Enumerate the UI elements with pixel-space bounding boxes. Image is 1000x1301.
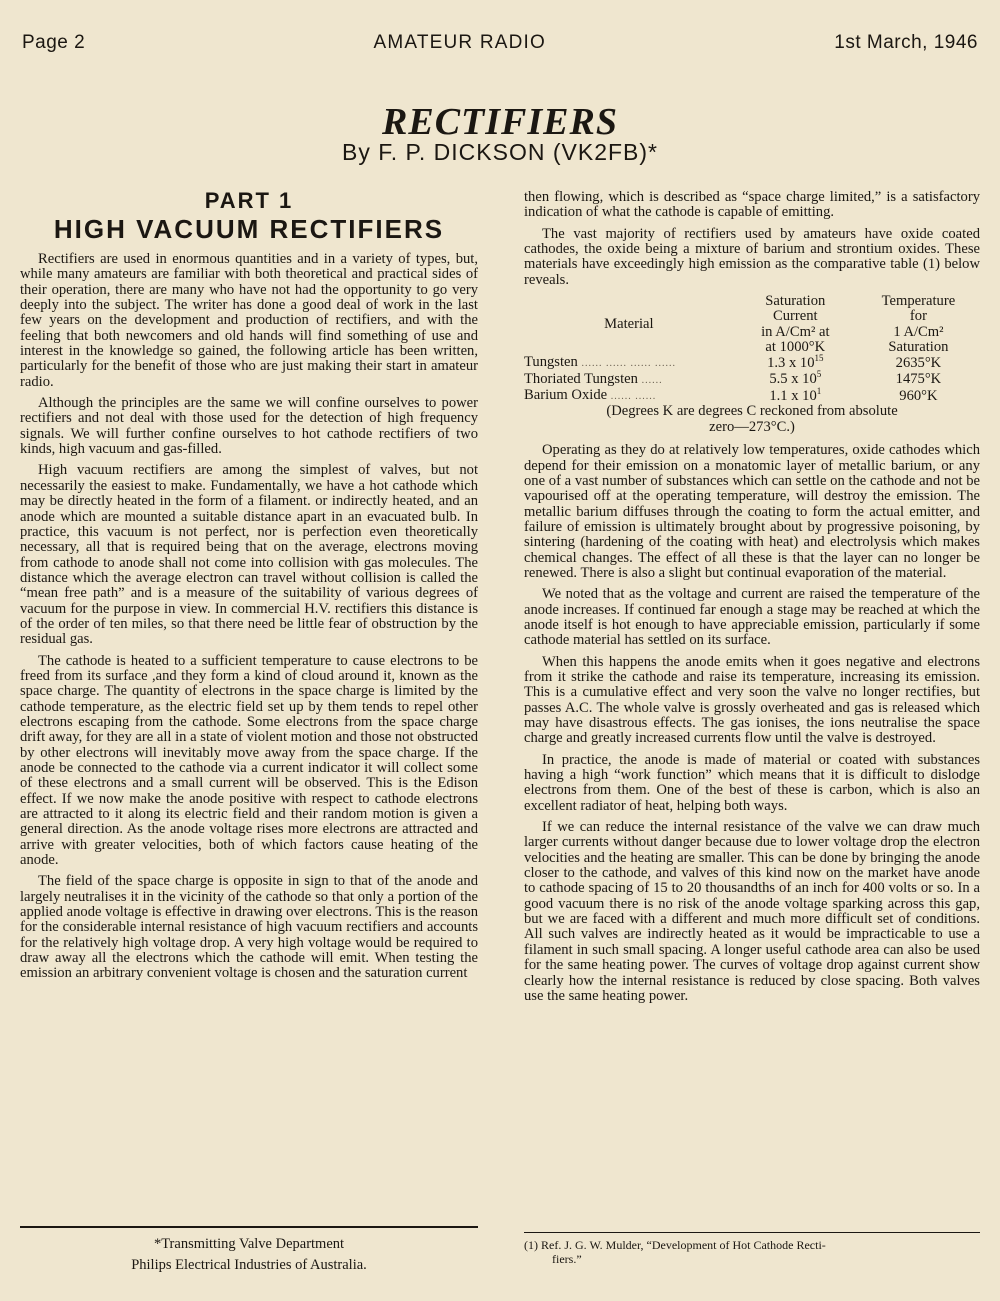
- right-column: [524, 190, 980, 1010]
- paragraph: then flowing, which is described as “space charge limited,” is a satisfactory indication of what the cathode is capable of emitting.: [524, 189, 980, 221]
- footnote-rule: [524, 1232, 980, 1233]
- table-header-material: Material: [604, 316, 654, 333]
- footnote-line: fiers.”: [552, 1252, 582, 1266]
- material-name: Tungsten: [524, 354, 578, 371]
- section-heading: HIGH VACUUM RECTIFIERS: [53, 214, 445, 244]
- header-line: in A/Cm² at: [761, 323, 830, 340]
- header-line: Saturation: [765, 293, 826, 310]
- temperature-value: 1475°K: [895, 371, 942, 388]
- table-row: [524, 372, 980, 388]
- paragraph: If we can reduce the internal resistance of the valve we can draw much larger currents without danger because due to lower voltage drop the electron velocities and the heating are smaller. This can be done by bringing the anode closer to the cathode, and valves of this kind now on the market have anode to cathode spacing of 15 to 20 thousandths of an inch for 400 volts or so. In a good vacuum there is no risk of the anode voltage sparking across this gap, but we are faced with a different and much more difficult set of conditions. All such valves are indirectly heated as it would be impracticable to use a filament in such small spacing. A longer useful cathode area can also be used for the same heating power. The curves of voltage drop against current show clearly how the internal resistance is reduced by close spacing. Both valves use the same heating power.: [524, 819, 980, 1004]
- reference-footnote: [524, 1238, 980, 1266]
- issue-date: 1st March, 1946: [834, 32, 978, 53]
- material-name: Thoriated Tungsten: [524, 370, 638, 387]
- leader-dots: ......: [641, 374, 663, 386]
- article-byline: By F. P. DICKSON (VK2FB)*: [342, 139, 658, 165]
- header-line: Current: [773, 308, 818, 325]
- temperature-value: 960°K: [899, 387, 938, 404]
- header-line: at 1000°K: [765, 339, 826, 356]
- paragraph: When this happens the anode emits when it goes negative and electrons from it strike the cathode and raise its temperature, increasing its emission. This is a cumulative effect and very soon the valve no longer rectifies, but passes A.C. The whole valve is grossly overheated and gas is released which may have disastrous effects. The gas ionises, the ions neutralise the space charge and greatly increased currents flow until the valve is destroyed.: [524, 653, 980, 747]
- table-note-line: (Degrees K are degrees C reckoned from absolute: [606, 403, 898, 420]
- paragraph: The vast majority of rectifiers used by amateurs have oxide coated cathodes, the oxide being a mixture of barium and strontium oxides. These materials have exceedingly high emission as the comparative table (1) below reveals.: [524, 225, 980, 288]
- table-header-saturation: [734, 294, 857, 355]
- saturation-value: 5.5 x 10: [769, 371, 817, 388]
- table-note: [524, 404, 980, 435]
- part-heading: PART 1: [204, 188, 294, 213]
- paragraph: The field of the space charge is opposite in sign to that of the anode and largely neutralises it in the vicinity of the cathode so that only a portion of the applied anode voltage is effective in drawing over electrons. This is the reason for the considerable internal resistance of high vacuum rectifiers and accounts for the relatively high voltage drop. A very high voltage would be required to draw away all the electrons which the cathode will emit. When testing the emission an arbitrary convenient voltage is chosen and the saturation current: [20, 873, 478, 982]
- saturation-value: 1.1 x 10: [769, 387, 817, 404]
- leader-dots: ...... ......: [610, 391, 657, 403]
- column-divider-rule: [20, 1226, 478, 1228]
- header-line: 1 A/Cm²: [893, 323, 944, 340]
- left-column: [20, 186, 478, 988]
- paragraph: The cathode is heated to a sufficient temperature to cause electrons to be freed from its surface ,and they form a kind of cloud around it, known as the space charge. The quantity of electrons in the space charge is limited by the cathode temperature, as the electric field set up by them tends to repel other electrons escaping from the cathode. Some electrons from the space charge drift away, for they are all in a state of violent motion and those not obstructed by other electrons will inevitably move away from the space charge. If the anode be connected to the cathode via a current indicator it will collect some of these electrons and a small current will be observed. This is the Edison effect. If we now make the anode positive with respect to cathode electrons are attracted to it along its electric field and their random motion is given a general direction. As the anode voltage rises more electrons are attracted and arrive with greater velocities, both of which factors cause heating of the anode.: [20, 652, 478, 869]
- page-header: [22, 32, 978, 54]
- exponent: 1: [816, 385, 822, 396]
- table-header-temperature: [857, 294, 980, 355]
- paragraph: In practice, the anode is made of material or coated with substances having a high “work function” which means that it is difficult to dislodge electrons from them. One of the best of these is carbon, which is also an excellent radiator of heat, helping both ways.: [524, 751, 980, 814]
- table-row: [524, 388, 980, 404]
- exponent: 5: [816, 369, 822, 380]
- exponent: 15: [814, 353, 824, 364]
- emission-table: [524, 294, 980, 404]
- header-line: Saturation: [888, 339, 949, 356]
- saturation-value: 1.3 x 10: [767, 354, 815, 371]
- footnote-line: Philips Electrical Industries of Australia.: [131, 1257, 367, 1273]
- paragraph: We noted that as the voltage and current are raised the temperature of the anode increases. If continued far enough a stage may be reached at which the anode itself is hot enough to have appreciable emission, particularly if some cathode material has settled on its surface.: [524, 586, 980, 649]
- header-line: Temperature: [881, 293, 956, 310]
- paragraph: Operating as they do at relatively low temperatures, oxide cathodes which depend for their emission on a monatomic layer of metallic barium, or any one of a vast number of substances which can settle on the cathode and not be vapourised off at the operating temperature, will destroy the emission. The metallic barium diffuses through the coating to form the actual emitter, and failure of emission is ultimately brought about by progressive poisoning, by sintering (hardening of the coating with heat) and electrolysis which makes chemical changes. The effect of all these is that the layer can no longer be renewed. There is also a slight but continual evaporation of the material.: [524, 442, 980, 581]
- temperature-value: 2635°K: [895, 354, 942, 371]
- material-name: Barium Oxide: [524, 387, 608, 404]
- leader-dots: ...... ...... ...... ......: [581, 358, 676, 370]
- paragraph: Although the principles are the same we will confine ourselves to power rectifiers and not deal with those used for the detection of high frequency signals. We will further confine ourselves to hot cathode rectifiers of two kinds, high vacuum and gas-filled.: [20, 395, 478, 458]
- publication-name: AMATEUR RADIO: [373, 32, 547, 53]
- page-number: Page 2: [22, 32, 86, 53]
- article-title: RECTIFIERS: [382, 101, 618, 143]
- header-line: for: [909, 308, 927, 325]
- footnote-line: (1) Ref. J. G. W. Mulder, “Development of Hot Cathode Recti-: [524, 1238, 826, 1252]
- paragraph: Rectifiers are used in enormous quantities and in a variety of types, but, while many amateurs are familiar with both theoretical and practical sides of their operation, there are many who have not had the opportunity to go very deeply into the subject. The writer has done a good deal of work in the last few years on the development and production of rectifiers, and with the feeling that both newcomers and old hands will find something of use and interest in the knowledge so gained, the following article has been written, particularly for the benefit of those who are just making their start in amateur radio.: [20, 251, 478, 390]
- table-row: [524, 355, 980, 371]
- table-note-line: zero—273°C.): [709, 418, 795, 435]
- author-footnote: [20, 1234, 478, 1276]
- paragraph: High vacuum rectifiers are among the simplest of valves, but not necessarily the easiest to make. Fundamentally, we have a hot cathode which may be directly heated in the form of a filament. or indirectly heated, and an anode which are mounted a suitable distance apart in an evacuated bulb. In practice, this vacuum is not perfect, nor is perfection even theoretically necessary, all that is required being that on the average, electrons moving from cathode to anode shall not come into collision with gas molecules. The distance which the average electron can travel without collision is called the “mean free path” and is a measure of the suitability of various degrees of vacuum for the purpose in view. In commercial H.V. rectifiers this distance is of the order of ten miles, so that there need be little fear of obstruction by the residual gas.: [20, 462, 478, 648]
- footnote-line: *Transmitting Valve Department: [153, 1236, 345, 1252]
